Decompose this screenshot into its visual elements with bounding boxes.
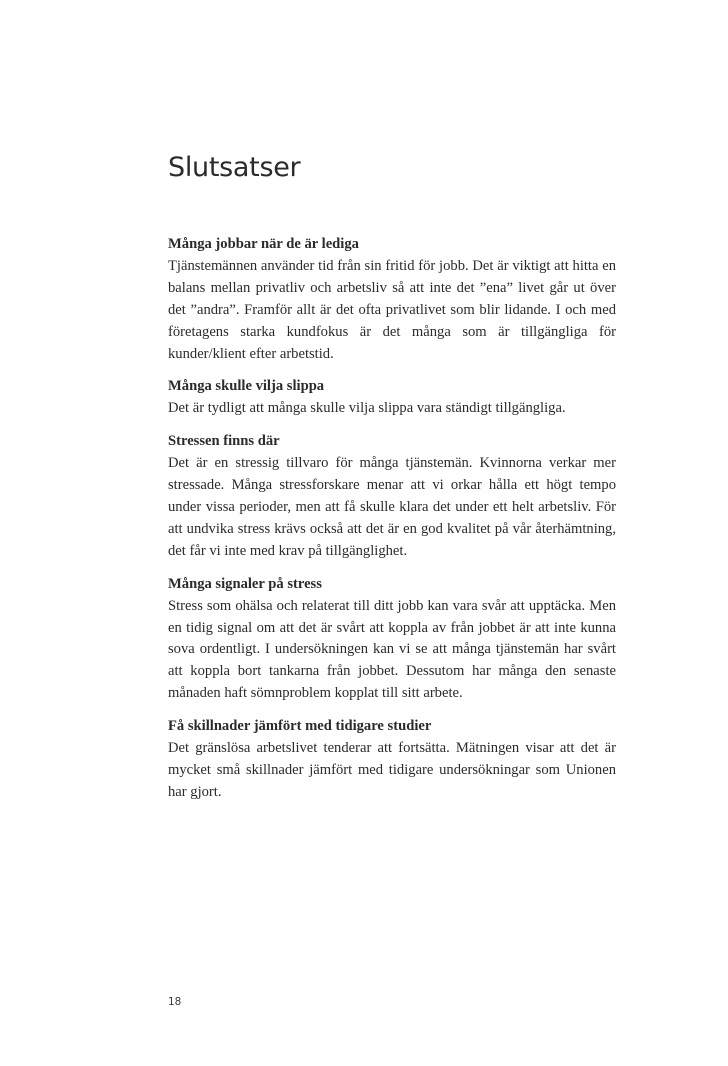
- section-signaler: [168, 574, 616, 705]
- section-heading: Stressen finns där: [168, 433, 280, 450]
- section-paragraph: Det gränslösa arbetslivet tenderar att fortsätta. Mätningen visar att det är mycket små skillnader jämfört med tidigare undersökningar som Unionen har gjort.: [168, 740, 616, 800]
- section-heading: Få skillnader jämfört med tidigare studier: [168, 718, 432, 735]
- section-manga-skulle-vilja: [168, 376, 616, 420]
- section-manga-jobbar: [168, 234, 616, 365]
- section-paragraph: Det är en stressig tillvaro för många tjänstemän. Kvinnorna verkar mer stressade. Många stressforskare menar att vi orkar hålla ett högt tempo under vissa perioder, men att få skulle klara det under ett helt arbetsliv. För att undvika stress krävs också att det är en god kvalitet på vår återhämtning, det får vi inte med krav på tillgänglighet.: [168, 455, 616, 559]
- document-body: [168, 234, 616, 815]
- section-heading: Många skulle vilja slippa: [168, 378, 325, 395]
- page-number: 18: [168, 996, 182, 1008]
- section-heading: Många jobbar när de är lediga: [168, 236, 359, 252]
- section-heading: Många signaler på stress: [168, 575, 322, 592]
- section-paragraph: Stress som ohälsa och relaterat till ditt jobb kan vara svår att upptäcka. Men en tidig signal om att det är svårt att koppla av från jobbet är att inte kunna sova ordentligt. I undersökningen kan vi se att många tjänstemän har svårt att koppla bort tankarna från jobbet. Dessutom har många den senaste månaden haft sömnproblem kopplat till sitt arbete.: [168, 597, 616, 702]
- section-paragraph: Det är tydligt att många skulle vilja slippa vara ständigt tillgängliga.: [168, 400, 566, 417]
- page-title: Slutsatser: [168, 152, 301, 183]
- section-paragraph: Tjänstemännen använder tid från sin fritid för jobb. Det är viktigt att hitta en balans mellan privatliv och arbetsliv så att inte det ”ena” livet går ut över det ”andra”. Framför allt är det ofta privatlivet som blir lidande. I och med företagens starka kundfokus är det många som är tillgängliga för kunder/klient efter arbetstid.: [168, 257, 616, 362]
- section-fa-skillnader: [168, 716, 616, 804]
- section-stressen: [168, 431, 616, 562]
